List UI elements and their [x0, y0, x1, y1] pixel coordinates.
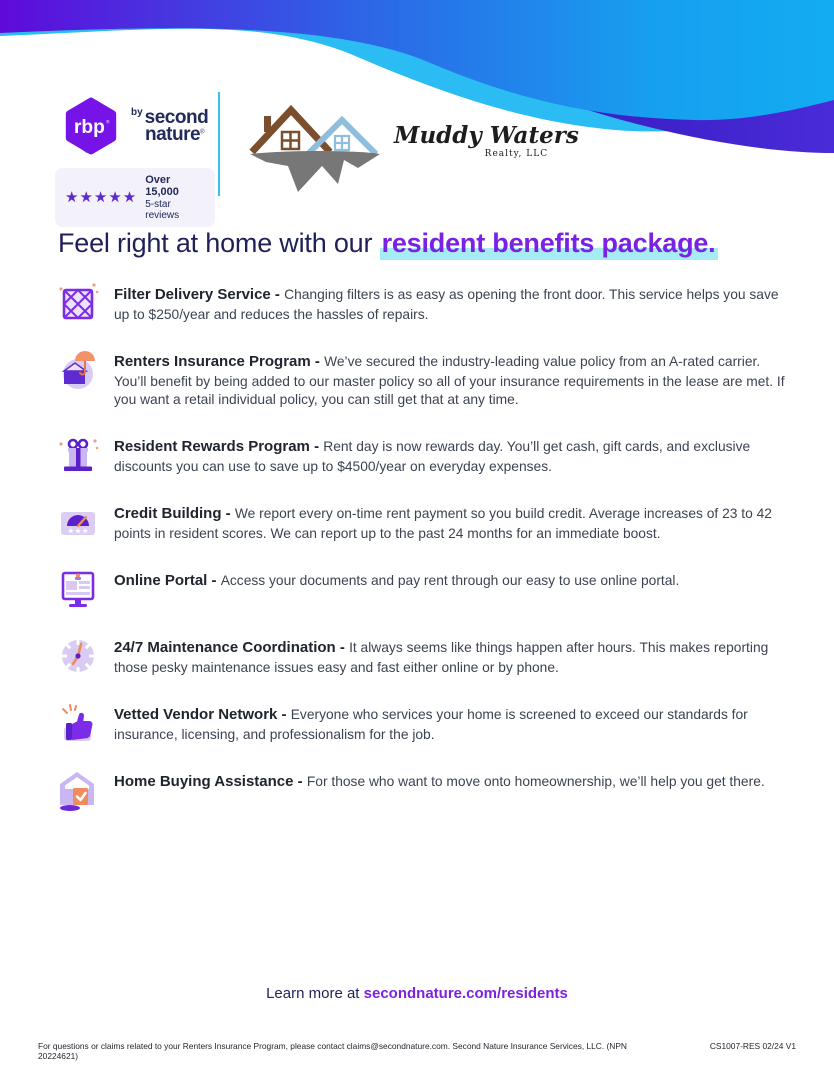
benefit-row-maintenance: 24/7 Maintenance Coordination - It always seems like things happen after hours. This makes reporting those pesky maintenance issues easy and fast either online or by phone.: [56, 634, 786, 678]
partner-name: Muddy Waters: [394, 122, 579, 149]
benefit-row-home-buying: Home Buying Assistance - For those who want to move onto homeownership, we’ll help you get there.: [56, 768, 786, 812]
rbp-logo-text: rbp: [73, 117, 105, 139]
vertical-divider: [218, 92, 220, 196]
fine-print-row: [38, 1041, 796, 1061]
benefit-title: Filter Delivery Service: [114, 286, 271, 303]
rbp-reg-mark: ®: [106, 120, 110, 126]
partner-subname: Realty, LLC: [484, 149, 549, 159]
reviews-badge: [55, 168, 215, 227]
house-check-icon: [56, 768, 100, 812]
second-nature-residents-link[interactable]: secondnature.com/residents: [363, 985, 568, 1002]
benefit-description: Everyone who services your home is screened to exceed our standards for insurance, licensing, and professionalism for the job.: [114, 707, 748, 742]
five-stars-icon: ★★★★★: [65, 189, 138, 206]
rbp-brand-block: [55, 90, 218, 227]
benefits-list: [56, 281, 786, 835]
brand-word-second: second: [144, 107, 209, 128]
benefit-title: Credit Building: [114, 505, 222, 523]
muddy-waters-houses-icon: [246, 96, 388, 200]
benefit-title: Vetted Vendor Network: [114, 706, 278, 724]
umbrella-icon: [56, 348, 100, 392]
by-label: by: [131, 107, 143, 118]
svg-text:★★★: ★★★: [67, 526, 89, 536]
benefit-description: We report every on-time rent payment so you build credit. Average increases of 23 to 42 points in resident scores. We can report up to the past 24 months for an immediate boost.: [114, 506, 772, 541]
benefit-description: Access your documents and pay rent through our easy to use online portal.: [220, 573, 680, 589]
partner-logo-text: [394, 122, 579, 159]
brand-word-nature: nature: [145, 124, 201, 145]
benefit-row-credit-building: ★★★ Credit Building - We report every on-time rent payment so you build credit. Average increases of 23 to 42 points in resident scores. We can report up to the past 24 months for an immediate boost.: [56, 500, 786, 544]
benefit-title: Renters Insurance Program: [114, 353, 311, 370]
benefit-row-renters-insurance: Renters Insurance Program - We’ve secured the industry-leading value policy from an A-rated carrier. You’ll benefit by being added to our master policy so all of your insurance requirements in the lease are met. If you want a retail individual policy, you can still get that at any time.: [56, 348, 786, 410]
benefit-row-filter-delivery: Filter Delivery Service - Changing filters is as easy as opening the front door. This service helps you save up to $250/year and reduces the hassles of repairs.: [56, 281, 786, 325]
benefit-title: Home Buying Assistance: [114, 773, 294, 791]
reviews-caption: 5-star reviews: [145, 199, 180, 221]
partner-logo-block: [246, 96, 579, 200]
filter-icon: [56, 281, 100, 325]
logo-row: [55, 90, 579, 227]
benefit-title: Resident Rewards Program: [114, 438, 310, 456]
headline-highlight: resident benefits package.: [380, 228, 719, 260]
benefit-title: Online Portal: [114, 572, 208, 590]
benefit-row-vendor-network: Vetted Vendor Network - Everyone who services your home is screened to exceed our standards for insurance, licensing, and professionalism for the job.: [56, 701, 786, 745]
monitor-icon: [56, 567, 100, 611]
document-code: CS1007-RES 02/24 V1: [709, 1041, 796, 1051]
thumbs-up-icon: [56, 701, 100, 745]
gift-icon: [56, 433, 100, 477]
insurance-disclaimer: For questions or claims related to your Renters Insurance Program, please contact claims@secondnature.com. Second Nature Insurance Services, LLC. (NPN 20224621): [38, 1041, 627, 1061]
rbp-logo-icon: [55, 90, 127, 162]
clock-icon: [56, 634, 100, 678]
benefit-description: It always seems like things happen after hours. This makes reporting those pesky maintenance issues easy and fast either online or by phone.: [114, 640, 769, 675]
learn-more-prefix: Learn more at: [266, 985, 364, 1002]
benefit-title: 24/7 Maintenance Coordination: [114, 639, 336, 657]
benefit-description: Changing filters is as easy as opening the front door. This service helps you save up to $250/year and reduces the hassles of repairs.: [114, 287, 779, 322]
benefit-row-online-portal: Online Portal - Access your documents and pay rent through our easy to use online portal.: [56, 567, 786, 611]
benefit-description: Rent day is now rewards day. You’ll get cash, gift cards, and exclusive discounts you can use to save up to $4500/year on everyday expenses.: [114, 439, 751, 474]
second-nature-wordmark: [131, 108, 208, 144]
page-title: [58, 228, 718, 259]
reviews-count: Over 15,000: [145, 174, 179, 198]
benefit-description: For those who want to move onto homeownership, we’ll help you get there.: [306, 774, 765, 790]
headline-prefix: Feel right at home with our: [58, 228, 380, 258]
brand-reg-mark: ®: [200, 129, 205, 136]
credit-gauge-icon: [56, 500, 100, 544]
benefit-row-resident-rewards: Resident Rewards Program - Rent day is now rewards day. You’ll get cash, gift cards, and exclusive discounts you can use to save up to $4500/year on everyday expenses.: [56, 433, 786, 477]
learn-more-line: [0, 985, 834, 1002]
benefit-description: We’ve secured the industry-leading value policy from an A-rated carrier. You’ll benefit by being added to our master policy so all of your insurance requirements in the lease are met. If you want a retail individual policy, you can still get that at any time.: [114, 354, 785, 408]
